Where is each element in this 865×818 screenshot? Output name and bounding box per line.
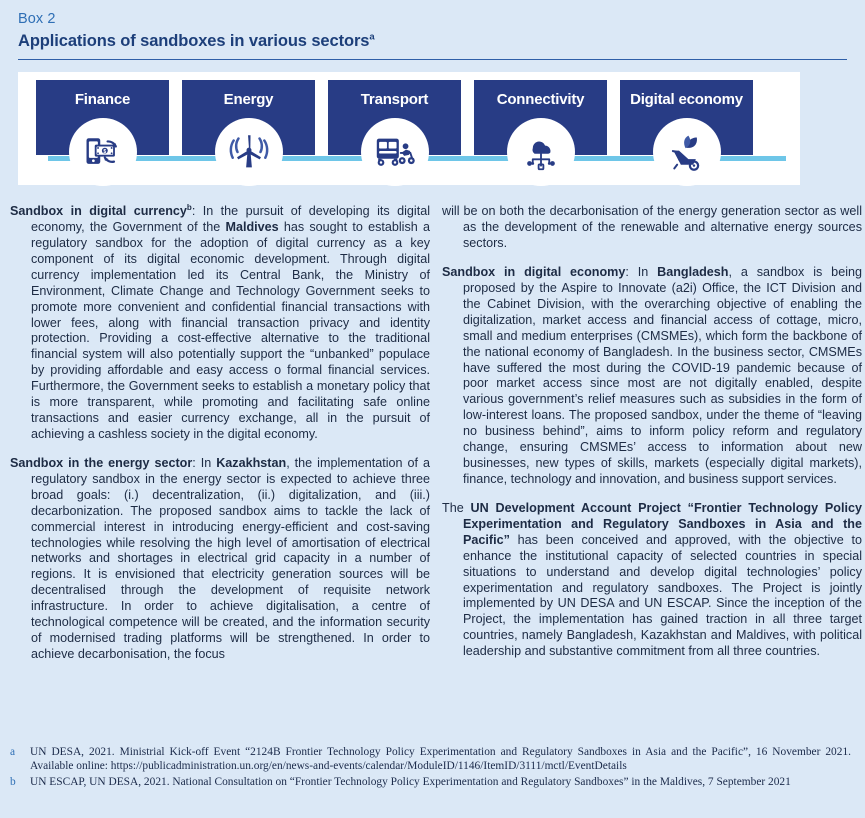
box-number: Box 2 [18, 11, 56, 27]
page-title [18, 30, 847, 52]
left-column [10, 200, 430, 663]
footnote-marker: b [10, 775, 16, 788]
wheelbarrow-leaf-icon [653, 118, 721, 186]
footnote-item [10, 775, 851, 789]
sector-banner [18, 72, 800, 185]
sector-tile-energy[interactable] [182, 80, 315, 155]
paragraph-lead-superscript: b [186, 203, 192, 212]
sector-tile-list [36, 80, 753, 155]
paragraph-text: : In Bangladesh, a sandbox is being proposed by the Aspire to Innovate (a2i) Office, the ICT Division and the Cabinet Division, with the overarching objective of enabling the digitalization, market access and financial access of cottage, micro, small and medium enterprises (CMSMEs), which form the backbone of the national economy of Bangladesh. In the business sector, CMSMEs have suffered the most during the COVID-19 pandemic because of poor market access since most are not digitally enabled, despite various government’s relief measures such as subsidies in the form of low-interest loans. The proposed sandbox, under the theme of “leaving no business behind”, aims to inform policy reform and regulatory change, ensuring CMSMEs’ access to information about new businesses, new types of skills, markets (especially digital markets), finance, technology and innovation, and business support services. [463, 265, 863, 486]
box-title-text: Applications of sandboxes in various sectors [18, 31, 370, 50]
footnote-text: UN DESA, 2021. Ministrial Kick-off Event “2124B Frontier Technology Policy Experimentation and Regulatory Sandboxes in Asia and the Pacific”, 16 November 2021. Available online: https://publicadministration.un.org/en/news-and-events/calendar/ModuleID/1146/ItemID/3111/mctl/EventDetails [30, 746, 851, 773]
sector-tile-finance[interactable] [36, 80, 169, 155]
sector-tile-label: Finance [74, 91, 131, 109]
mobile-money-icon [69, 118, 137, 186]
wind-turbine-icon [215, 118, 283, 186]
paragraph [10, 200, 430, 443]
sector-tile-transport[interactable] [328, 80, 461, 155]
sector-tile-connectivity[interactable] [474, 80, 607, 155]
sector-tile-digital-economy[interactable] [620, 80, 753, 155]
paragraph [442, 261, 862, 488]
paragraph [442, 200, 862, 252]
sector-tile-label: Connectivity [496, 91, 585, 109]
paragraph-lead: Sandbox in digital economy [442, 265, 626, 280]
paragraph-lead: Sandbox in digital currency [10, 204, 187, 219]
cloud-network-icon [507, 118, 575, 186]
paragraph [442, 497, 862, 660]
paragraph-lead: Sandbox in the energy sector [10, 455, 193, 470]
title-superscript-marker: a [369, 31, 375, 43]
footnote-text: UN ESCAP, UN DESA, 2021. National Consultation on “Frontier Technology Policy Experimentation and Regulatory Sandboxes” in the Maldives, 7 September 2021 [30, 775, 791, 788]
sector-tile-label: Energy [223, 91, 274, 109]
paragraph-text: : In the pursuit of developing its digital economy, the Government of the Maldives has sought to establish a regulatory sandbox for the adoption of digital currency as a key component of its digital economic development. Through digital currency implementation led its Central Bank, the Ministry of Environment, Climate Change and Technology Government seeks to promote more convenient and confidential financial transactions with lower fees, along with financial transaction privacy and identity protection. Providing a cost-effective alternative to the traditional financial system will also potentially support the “unbanked” populace by providing affordable and easy access o formal financial services. Furthermore, the Government seeks to establish a monetary policy that is more transparent, while promoting and facilitating safe online transactions and easier currency exchange, all in the pursuit of achieving a cashless society in the digital economy. [31, 204, 430, 441]
paragraph-text: : In Kazakhstan, the implementation of a regulatory sandbox in the energy sector is expected to achieve three broad goals: (i.) decentralization, (ii.) digitalization, and (iii.) decarbonization. The proposed sandbox aims to tackle the lack of commercial interest in introducing energy-efficient and cost-saving technologies while resolving the high level of amortisation of electrical networks and shortages in electrical grid capacity in a number of regions. It is envisioned that electricity generation sources will be decentralised through the development of requisite network infrastructure. In order to achieve digitalisation, a centre of technological competence will be created, and the information security of modernised trading platforms will be strengthened. In order to achieve decarbonisation, the focus [31, 455, 431, 661]
body-columns [0, 200, 865, 663]
svg-text:$: $ [102, 149, 106, 156]
paragraph [10, 452, 430, 663]
box-header [0, 0, 865, 52]
bus-scooter-icon [361, 118, 429, 186]
footnote-marker: a [10, 746, 16, 758]
paragraph-text: The UN Development Account Project “Frontier Technology Policy Experimentation and Regulatory Sandboxes in Asia and the Pacific” has been conceived and approved, with the objective to enhance the institutional capacity of selected countries in special situations to understand and develop digital technologies’ policy experimentation and regulatory sandboxes. The Project is jointly implemented by UN DESA and UN ESCAP. Since the inception of the Project, the implementation has gained traction in all three target countries, namely Bangladesh, Kazakhstan and Maldives, with political leadership and substantive commitment from all three countries. [442, 500, 863, 659]
paragraph-text: will be on both the decarbonisation of the energy generation sector as well as the development of the renewable and alternative energy sources sectors. [442, 204, 862, 250]
sector-tile-label: Transport [360, 91, 429, 109]
sector-tile-label: Digital economy [630, 91, 743, 109]
header-divider [18, 59, 847, 60]
right-column [442, 200, 862, 663]
footnote-item [10, 745, 851, 774]
footnotes [0, 745, 865, 790]
